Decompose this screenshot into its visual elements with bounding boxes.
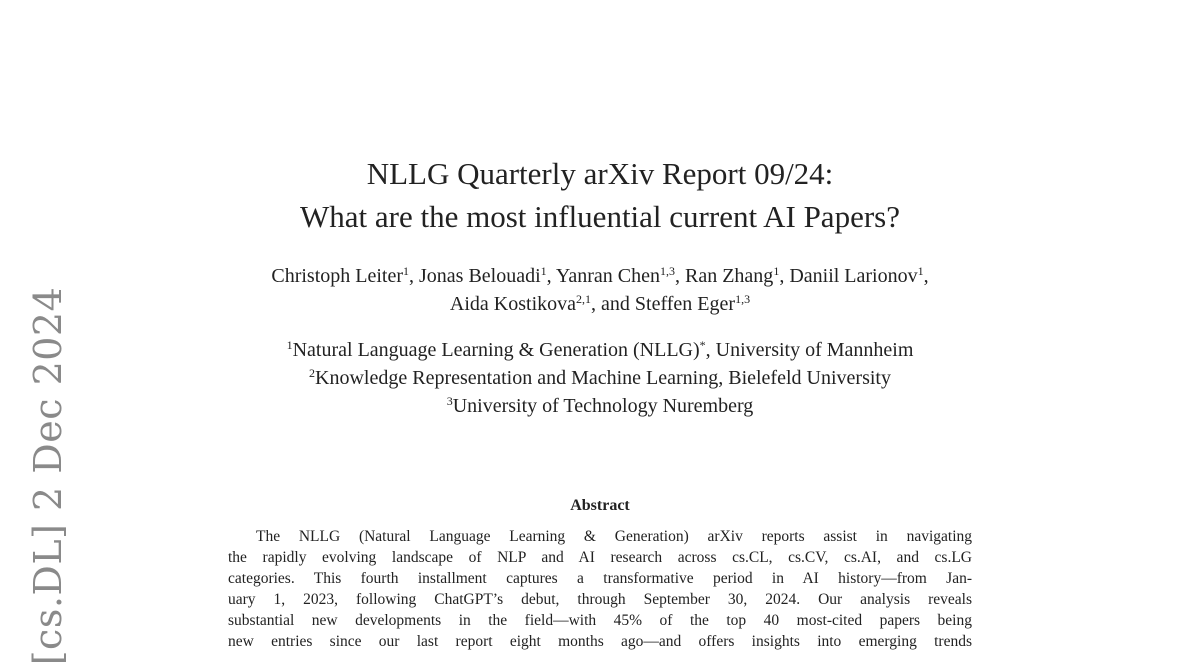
arxiv-sidebar-stamp: [cs.DL] 2 Dec 2024 [26,286,70,665]
affiliation-text-rest: , University of Mannheim [705,339,914,361]
author-name: Christoph Leiter [271,265,403,287]
author-affiliation-mark: 1 [773,264,780,278]
abstract-heading: Abstract [570,497,630,514]
author-line-2 [150,290,1050,318]
author-list [150,262,1050,318]
abstract-body [228,526,972,652]
affiliation-text: Natural Language Learning & Generation (NLLG) [292,339,700,361]
author-affiliation-mark: 1 [917,264,924,278]
author-name: Daniil Larionov [789,265,918,287]
abstract-line: substantial new developments in the field—with 45% of the top 40 most-cited papers being [228,612,972,629]
affiliation-list [150,336,1050,420]
author-separator: , and [591,293,635,315]
author-affiliation-mark: 1,3 [735,292,751,306]
author-separator: , [546,265,556,287]
abstract-line: the rapidly evolving landscape of NLP and AI research across cs.CL, cs.CV, cs.AI, and cs.LG [228,549,972,566]
affiliation-text: Knowledge Representation and Machine Learning, Bielefeld University [315,367,891,389]
author-separator: , [675,265,685,287]
affiliation-item [150,336,1050,364]
author-affiliation-mark: 1 [403,264,409,278]
affiliation-text: University of Technology Nuremberg [452,395,754,417]
author-affiliation-mark: 1 [540,264,547,278]
author-separator: , [923,265,929,287]
title-line-2: What are the most influential current AI Papers? [300,199,900,234]
paper-title [150,152,1050,238]
author-name: Jonas Belouadi [419,265,541,287]
title-line-1: NLLG Quarterly arXiv Report 09/24: [366,156,834,191]
affiliation-number: 3 [446,394,453,408]
author-name: Steffen Eger [634,293,736,315]
author-affiliation-mark: 1,3 [660,264,675,278]
author-separator: , [409,265,419,287]
author-affiliation-mark: 2,1 [576,292,592,306]
affiliation-item [150,364,1050,392]
author-line-1 [150,262,1050,290]
author-name: Ran Zhang [685,265,774,287]
abstract-line: categories. This fourth installment captures a transformative period in AI history—from Jan- [228,570,972,587]
author-separator: , [779,265,790,287]
abstract-line: uary 1, 2023, following ChatGPT’s debut, through September 30, 2024. Our analysis reveals [228,591,972,608]
author-name: Aida Kostikova [449,293,577,315]
abstract-line: new entries since our last report eight months ago—and offers insights into emerging trends [228,633,972,650]
affiliation-item [150,392,1050,420]
footnote-mark: * [699,338,706,352]
abstract-line: The NLLG (Natural Language Learning & Generation) arXiv reports assist in navigating [256,528,972,545]
affiliation-number: 2 [309,366,316,380]
affiliation-number: 1 [286,338,293,352]
author-name: Yanran Chen [555,265,660,287]
